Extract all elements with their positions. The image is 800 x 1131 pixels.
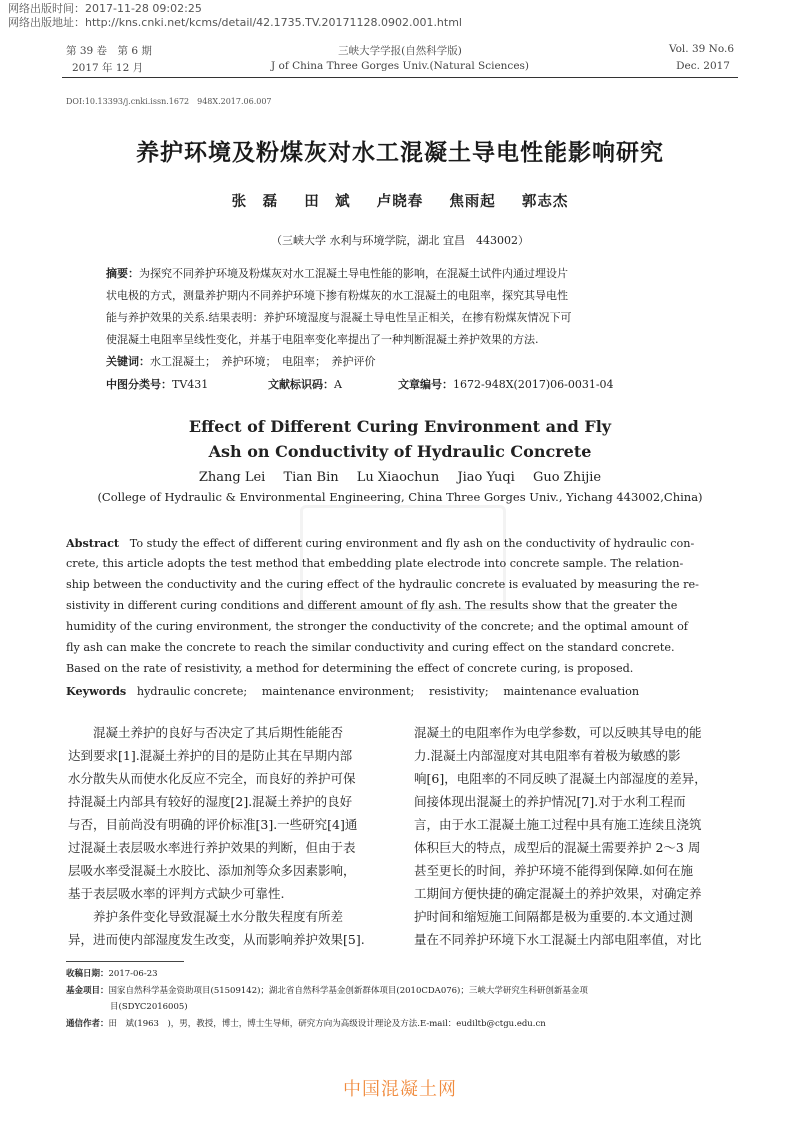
footnote-author — [66, 1016, 546, 1032]
abstract-en-line: crete, this article adopts the test method that embedding plate electrode into concrete sample. The relation- — [66, 557, 684, 570]
author-cn: 田 斌 — [304, 193, 351, 210]
author-cn: 郭志杰 — [521, 193, 569, 210]
header-journal-en: J of China Three Gorges Univ.(Natural Sciences) — [270, 60, 530, 72]
abstract-en-line: Based on the rate of resistivity, a method for determining the effect of concrete curing, is proposed. — [66, 662, 634, 675]
author-en: Zhang Lei — [198, 470, 266, 485]
site-watermark: 中国混凝土网 — [343, 1079, 457, 1100]
abstract-cn-line: 能与养护效果的关系.结果表明：养护环境湿度与混凝土导电性呈正相关，在掺有粉煤灰情况下可 — [106, 311, 572, 324]
online-publish-time — [8, 2, 202, 16]
body-right-line: 言，由于水工混凝土施工过程中具有施工连续且浇筑 — [414, 817, 702, 832]
author-label: 通信作者： — [66, 1019, 109, 1029]
keywords-en-text: hydraulic concrete; maintenance environment; resistivity; maintenance evaluation — [136, 685, 640, 698]
online-publish-url — [8, 16, 462, 30]
author-cn: 焦雨起 — [449, 193, 496, 210]
body-left-line: 水分散失从而使水化反应不完全，而良好的养护可保 — [68, 771, 356, 786]
publish-url-link[interactable]: http://kns.cnki.net/kcms/detail/42.1735.TV.20171128.0902.001.html — [85, 16, 462, 29]
author-en: Lu Xiaochun — [356, 470, 440, 485]
body-left-line: 过混凝土表层吸水率进行养护效果的判断，但由于表 — [68, 840, 356, 855]
title-en-line: Ash on Conductivity of Hydraulic Concrete — [208, 442, 592, 461]
doi: DOI:10.13393/j.cnki.issn.1672 948X.2017.06.007 — [66, 97, 272, 106]
title-cn: 养护环境及粉煤灰对水工混凝土导电性能影响研究 — [136, 140, 664, 166]
keywords-en — [66, 681, 734, 703]
abstract-en-line: humidity of the curing environment, the stronger the conductivity of the concrete; and the optimal amount of — [66, 620, 688, 633]
title-en-line: Effect of Different Curing Environment and Fly — [188, 417, 612, 436]
footnote-received — [66, 966, 158, 982]
abstract-cn-label: 摘要： — [106, 267, 139, 280]
body-right-line: 护时间和缩短施工间隔都是极为重要的.本文通过测 — [414, 909, 693, 924]
abstract-cn-line: 状电极的方式，测量养护期内不同养护环境下掺有粉煤灰的水工混凝土的电阻率，探究其导电性 — [106, 289, 568, 302]
author-cn: 张 磊 — [231, 193, 279, 210]
keywords-cn — [106, 352, 698, 372]
keywords-cn-label: 关键词： — [106, 355, 150, 368]
doc-code-label: 文献标识码： — [268, 378, 334, 391]
footnote-fund — [66, 983, 588, 999]
doc-code — [268, 376, 342, 392]
header-date-cn: 2017 年 12 月 — [72, 62, 144, 74]
body-left-line: 养护条件变化导致混凝土水分散失程度有所差 — [68, 909, 344, 924]
publish-url-label: 网络出版地址： — [8, 16, 85, 29]
article-number — [398, 376, 614, 392]
keywords-cn-text: 水工混凝土； 养护环境； 电阻率； 养护评价 — [150, 355, 376, 368]
body-left-line: 持混凝土内部具有较好的湿度[2].混凝土养护的良好 — [68, 794, 353, 809]
body-left-line: 达到要求[1].混凝土养护的目的是防止其在早期内部 — [68, 748, 353, 763]
authors-en — [0, 470, 800, 485]
publish-time-label: 网络出版时间： — [8, 2, 85, 15]
header-date-en: Dec. 2017 — [676, 60, 730, 72]
clc-number — [106, 376, 208, 392]
abstract-en-text: To study the effect of different curing environment and fly ash on the conductivity of hydraulic con- — [129, 537, 695, 550]
body-left-line: 与否，目前尚没有明确的评价标准[3].一些研究[4]通 — [68, 817, 358, 832]
author-cn: 卢晓春 — [376, 193, 424, 210]
clc-value: TV431 — [172, 378, 209, 391]
article-no-label: 文章编号： — [398, 378, 453, 391]
header-journal-cn: 三峡大学学报(自然科学版) — [338, 45, 462, 57]
author-text: 田 斌(1963 )，男，教授，博士，博士生导师，研究方向为高级设计理论及方法.E-mail：eudiltb@ctgu.edu.cn — [108, 1019, 546, 1029]
body-right-line: 甚至更长的时间，养护环境不能得到保障.如何在施 — [414, 863, 693, 878]
keywords-en-label: Keywords — [66, 684, 127, 698]
body-left-line: 异，进而使内部湿度发生改变，从而影响养护效果[5]. — [68, 932, 365, 947]
abstract-cn-text: 为探究不同养护环境及粉煤灰对水工混凝土导电性能的影响，在混凝土试件内通过埋设片 — [139, 267, 568, 280]
footnote-fund-cont: 目(SDYC2016005) — [110, 1002, 188, 1012]
body-right-line: 量在不同养护环境下水工混凝土内部电阻率值，对比 — [414, 932, 702, 947]
clc-label: 中图分类号： — [106, 378, 172, 391]
abstract-cn-line: 使混凝土电阻率呈线性变化，并基于电阻率变化率提出了一种判断混凝土养护效果的方法. — [106, 333, 539, 346]
header-volume-cn: 第 39 卷 第 6 期 — [66, 45, 152, 57]
publish-time-value: 2017-11-28 09:02:25 — [85, 2, 202, 15]
abstract-en-line — [66, 533, 734, 555]
header-rule — [62, 77, 738, 78]
body-right-line: 混凝土的电阻率作为电学参数，可以反映其导电的能 — [414, 725, 702, 740]
doc-code-value: A — [334, 378, 342, 391]
article-no-value: 1672-948X(2017)06-0031-04 — [453, 378, 614, 391]
fund-text: 国家自然科学基金资助项目(51509142)；湖北省自然科学基金创新群体项目(2010CDA076)；三峡大学研究生科研创新基金项 — [108, 986, 588, 996]
abstract-en-line: ship between the conductivity and the curing effect of the hydraulic concrete is evaluated by measuring the re- — [66, 578, 699, 591]
affiliation-en: (College of Hydraulic & Environmental Engineering, China Three Gorges Univ., Yichang 443002,China) — [97, 490, 703, 504]
footnote-rule — [66, 961, 184, 962]
body-right-line: 响[6]，电阻率的不同反映了混凝土内部湿度的差异， — [414, 771, 707, 786]
body-left-line: 混凝土养护的良好与否决定了其后期性能能否 — [68, 725, 344, 740]
author-en: Jiao Yuqi — [457, 470, 515, 485]
affiliation-cn: （三峡大学 水利与环境学院，湖北 宜昌 443002） — [271, 234, 529, 247]
abstract-en-line: sistivity in different curing conditions and different amount of fly ash. The results show that the greater the — [66, 599, 678, 612]
author-en: Guo Zhijie — [532, 470, 602, 485]
fund-label: 基金项目： — [66, 986, 109, 996]
body-left-line: 基于表层吸水率的评判方式缺少可靠性. — [68, 886, 285, 901]
abstract-en-line: fly ash can make the concrete to reach the similar conductivity and curing effect on the standard concrete. — [66, 641, 675, 654]
header-volume-en: Vol. 39 No.6 — [668, 43, 734, 55]
body-right-line: 力.混凝土内部湿度对其电阻率有着极为敏感的影 — [414, 748, 681, 763]
body-right-line: 工期间方便快捷的确定混凝土的养护效果，对确定养 — [414, 886, 702, 901]
body-right-line: 间接体现出混凝土的养护情况[7].对于水利工程而 — [414, 794, 686, 809]
author-en: Tian Bin — [283, 470, 339, 485]
body-left-line: 层吸水率受混凝土水胶比、添加剂等众多因素影响， — [68, 863, 356, 878]
abstract-en-label: Abstract — [66, 536, 120, 550]
received-label: 收稿日期： — [66, 969, 109, 979]
received-date: 2017-06-23 — [108, 969, 158, 979]
body-right-line: 体积巨大的特点，成型后的混凝土需要养护 2～3 周 — [414, 840, 701, 855]
abstract-cn-line — [106, 264, 698, 284]
authors-cn — [0, 190, 800, 211]
